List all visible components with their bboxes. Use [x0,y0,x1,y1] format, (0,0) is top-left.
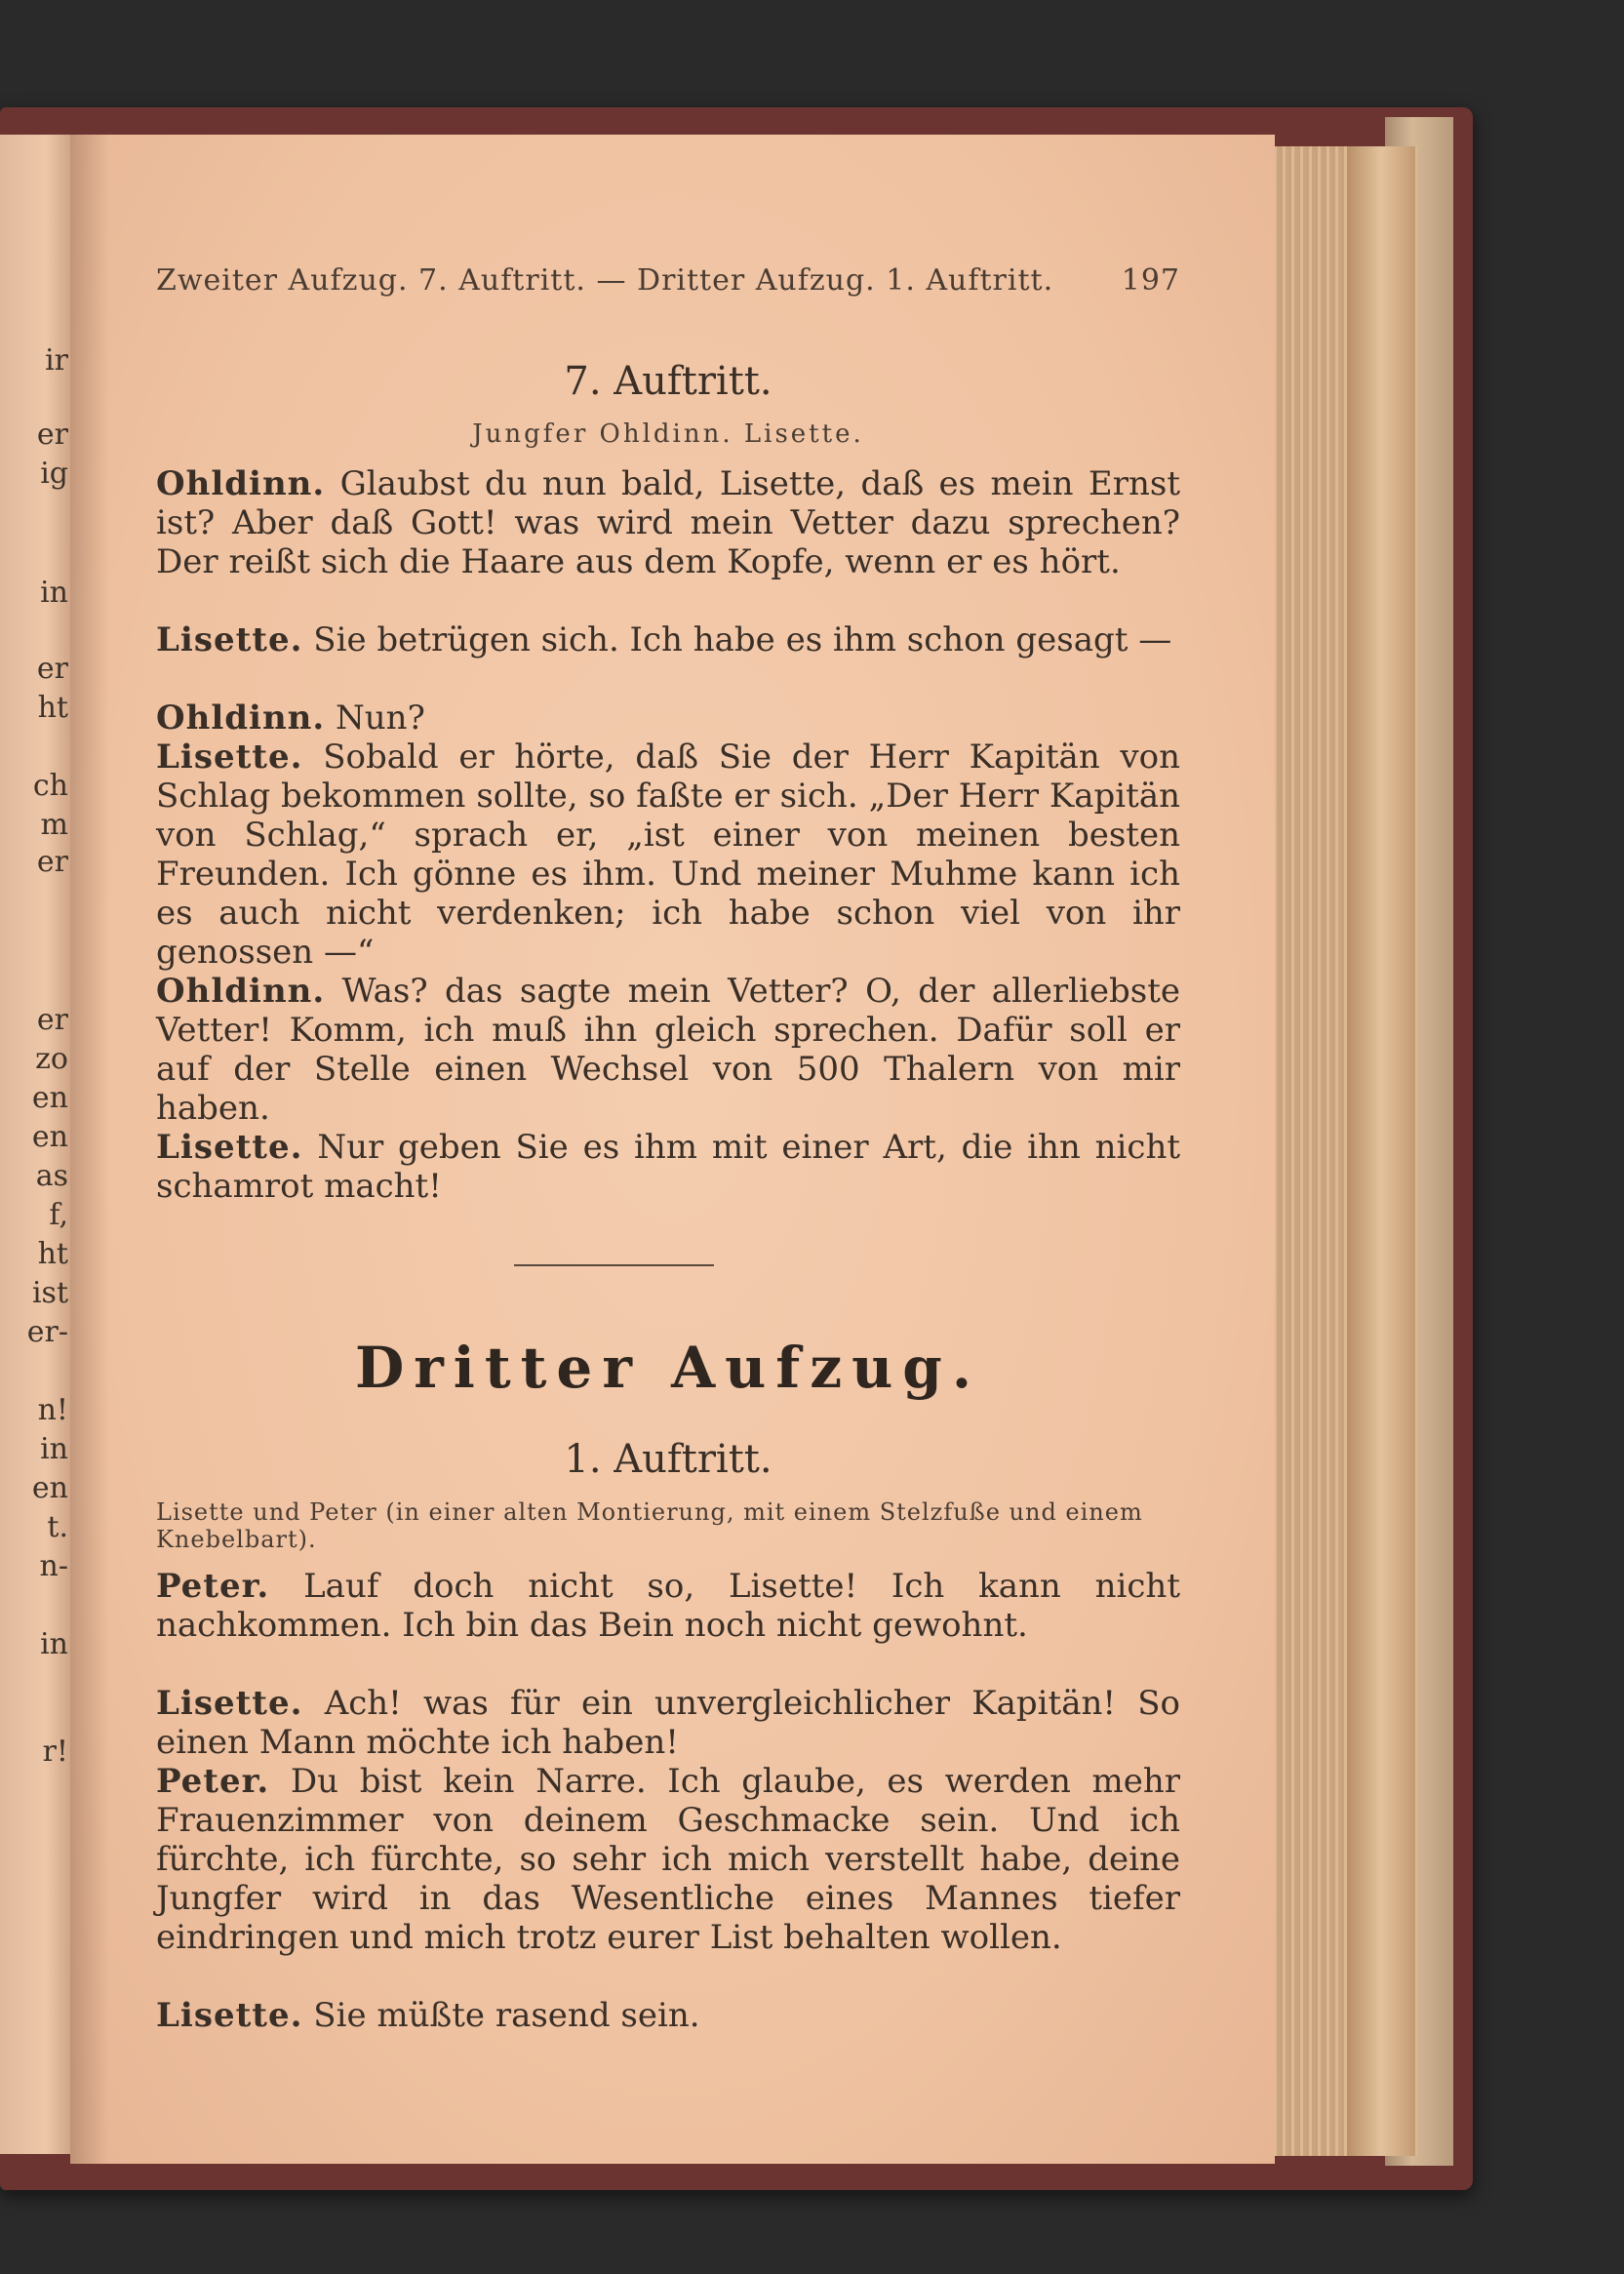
left-fragment: ig [40,457,68,491]
left-fragment: r! [42,1735,68,1769]
page-block [1268,146,1417,2156]
speaker: Lisette. [156,620,303,659]
speech-text: Glaubst du nun bald, Lisette, daß es mein Ernst ist? Aber daß Gott! was wird mein Vetter dazu sprechen? Der reißt sich die Haare aus dem Kopfe, wenn er es hört. [156,464,1180,581]
left-fragment: en [31,1471,68,1505]
speech-text: Nun? [336,698,425,738]
running-head-text: Zweiter Aufzug. 7. Auftritt. — Dritter Aufzug. 1. Auftritt. [156,263,1054,298]
book-page [70,135,1275,2164]
left-fragment: er [36,1003,68,1037]
speech-text: Was? das sagte mein Vetter? O, der allerliebste Vetter! Komm, ich muß ihn gleich sprechen. Dafür soll er auf der Stelle einen Wechsel von 500 Thalern von mir haben. [156,972,1181,1128]
previous-page-edge [0,135,76,2154]
speech [156,464,1180,581]
speech-text: Sobald er hörte, daß Sie der Herr Kapitän von Schlag bekommen sollte, so faßte er sich. „Der Herr Kapitän von Schlag,“ sprach er, „ist einer von meinen besten Freunden. Ich gönne es ihm. Und meiner Muhme kann ich es auch nicht verdenken; ich habe schon viel von ihr genossen —“ [156,738,1180,972]
left-fragment: t. [47,1510,68,1544]
speech [156,1567,1180,1645]
speaker: Lisette. [156,1128,303,1167]
speech-text: Du bist kein Narre. Ich glaube, es werden mehr Frauenzimmer von deinem Geschmacke sein. Und ich fürchte, ich fürchte, so sehr ich mich verstellt habe, deine Jungfer wird in das Wesentliche eines Mannes tiefer eindringen und mich trotz eurer List behalten wollen. [156,1762,1181,1957]
speech-text: Ach! was für ein unvergleichlicher Kapitän! So einen Mann möchte ich haben! [156,1684,1181,1762]
left-fragment: ht [37,691,68,725]
left-fragment: en [31,1081,68,1115]
section-divider [514,1264,714,1266]
speech-text: Nur geben Sie es ihm mit einer Art, die ihn nicht schamrot macht! [156,1128,1181,1206]
left-fragment: ch [32,769,68,803]
speaker: Ohldinn. [156,972,326,1011]
left-fragment: n- [39,1549,68,1583]
left-fragment: m [40,808,68,842]
speaker: Ohldinn. [156,464,326,503]
left-fragment: ist [31,1276,68,1310]
left-fragment: in [40,1627,68,1661]
speech [156,1762,1180,1957]
left-fragment: in [40,576,68,610]
scene-title: 1. Auftritt. [564,1437,772,1482]
speaker: Peter. [156,1762,270,1801]
cast-list: Jungfer Ohldinn. Lisette. [472,419,864,449]
speech-text: Lauf doch nicht so, Lisette! Ich kann nicht nachkommen. Ich bin das Bein noch nicht gewohnt. [156,1567,1180,1645]
gilt-edge [1347,146,1415,2156]
speech [156,1128,1180,1206]
gutter-shadow [70,135,109,2164]
left-fragment: zo [35,1042,68,1076]
speech [156,1684,1180,1762]
left-fragment: er [36,845,68,879]
left-fragment: er- [26,1315,68,1349]
left-fragment: f, [49,1198,68,1232]
speech [156,738,1180,972]
speaker: Lisette. [156,1684,303,1723]
left-fragment: er [36,652,68,686]
speech [156,620,1180,659]
cast-list: Lisette und Peter (in einer alten Montierung, mit einem Stelzfuße und einem Knebelbart). [156,1498,1143,1553]
speech [156,1996,1180,2035]
speech [156,698,1180,738]
speaker: Peter. [156,1567,270,1606]
left-fragment: in [40,1432,68,1466]
speech-text: Sie betrügen sich. Ich habe es ihm schon gesagt — [313,620,1172,659]
speech-text: Sie müßte rasend sein. [313,1996,700,2035]
left-fragment: en [31,1120,68,1154]
left-fragment: ir [45,343,68,378]
speaker: Lisette. [156,1996,303,2035]
left-fragment: as [35,1159,68,1193]
page-number: 197 [1121,263,1180,298]
left-fragment: n! [37,1393,68,1427]
act-title: Dritter Aufzug. [354,1335,982,1401]
speech [156,972,1180,1128]
scene-title: 7. Auftritt. [564,359,772,404]
running-head [156,263,1180,298]
speaker: Ohldinn. [156,698,326,738]
speaker: Lisette. [156,738,303,777]
left-fragment: er [36,418,68,452]
left-fragment: ht [37,1237,68,1271]
